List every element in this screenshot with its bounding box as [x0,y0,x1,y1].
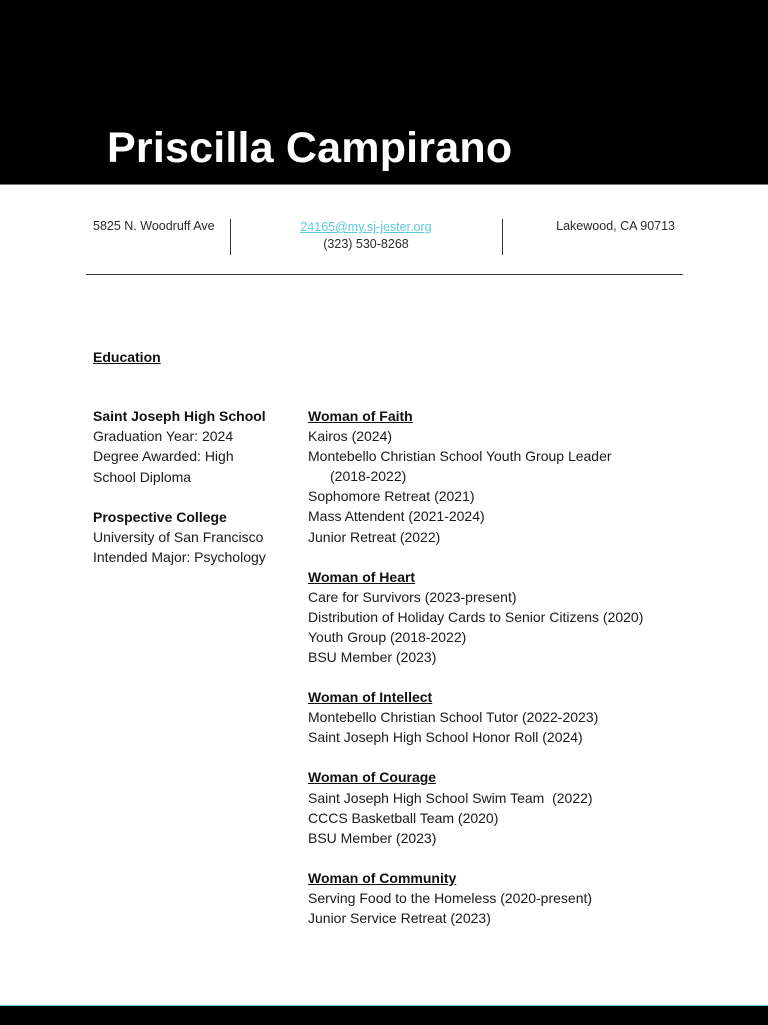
category-title: Woman of Faith [308,408,413,424]
activity-item: Serving Food to the Homeless (2020-present) [308,889,593,906]
footer-band [0,1005,768,1025]
category-heart [308,567,728,667]
category-community [308,868,728,928]
activity-item: CCCS Basketball Team (2020) [308,809,499,826]
activity-item: Junior Service Retreat (2023) [308,909,491,926]
activity-item: Youth Group (2018-2022) [308,628,467,645]
activity-item: Kairos (2024) [308,428,393,445]
activity-item: BSU Member (2023) [308,829,437,846]
category-intellect [308,687,728,747]
school-name: Prospective College [93,508,227,525]
school-entry [93,406,293,487]
contact-city: Lakewood, CA 90713 [556,219,675,233]
activity-item: Junior Retreat (2022) [308,528,441,545]
header-band [0,0,768,185]
category-title: Woman of Heart [308,568,416,585]
contact-rule [86,274,683,275]
activity-item: Mass Attendent (2021-2024) [308,508,485,525]
school-detail: Graduation Year: 2024 [93,428,234,445]
activity-item: Sophomore Retreat (2021) [308,488,475,505]
school-detail: University of San Francisco [93,529,264,546]
activity-item: Distribution of Holiday Cards to Senior Citizens (2020) [308,608,644,625]
activity-item: Saint Joseph High School Swim Team (2022) [308,789,593,806]
category-faith [308,406,728,547]
school-detail: Degree Awarded: High [93,448,234,465]
school-detail: Intended Major: Psychology [93,549,266,566]
activity-item: BSU Member (2023) [308,649,437,666]
activities-column [308,406,728,948]
education-column [93,406,293,587]
email-link[interactable]: 24165@my.sj-jester.org [300,220,432,234]
school-detail: School Diploma [93,468,192,485]
activity-item: Care for Survivors (2023-present) [308,588,517,605]
activity-item: Montebello Christian School Youth Group Leader [308,448,612,465]
contact-address: 5825 N. Woodruff Ave [93,219,215,233]
education-heading: Education [93,349,161,365]
activity-item: Saint Joseph High School Honor Roll (2024) [308,729,583,746]
category-title: Woman of Community [308,869,457,886]
category-title: Woman of Intellect [308,689,433,706]
school-entry [93,507,293,568]
category-courage [308,767,728,847]
resume-name: Priscilla Campirano [107,124,513,172]
activity-item: Montebello Christian School Tutor (2022-2023) [308,709,599,726]
activity-item: (2018-2022) [330,468,407,485]
contact-center [230,219,502,253]
category-title: Woman of Courage [308,769,437,786]
contact-divider-right [502,219,503,255]
school-name: Saint Joseph High School [93,408,266,424]
contact-phone: (323) 530-8268 [323,237,409,251]
